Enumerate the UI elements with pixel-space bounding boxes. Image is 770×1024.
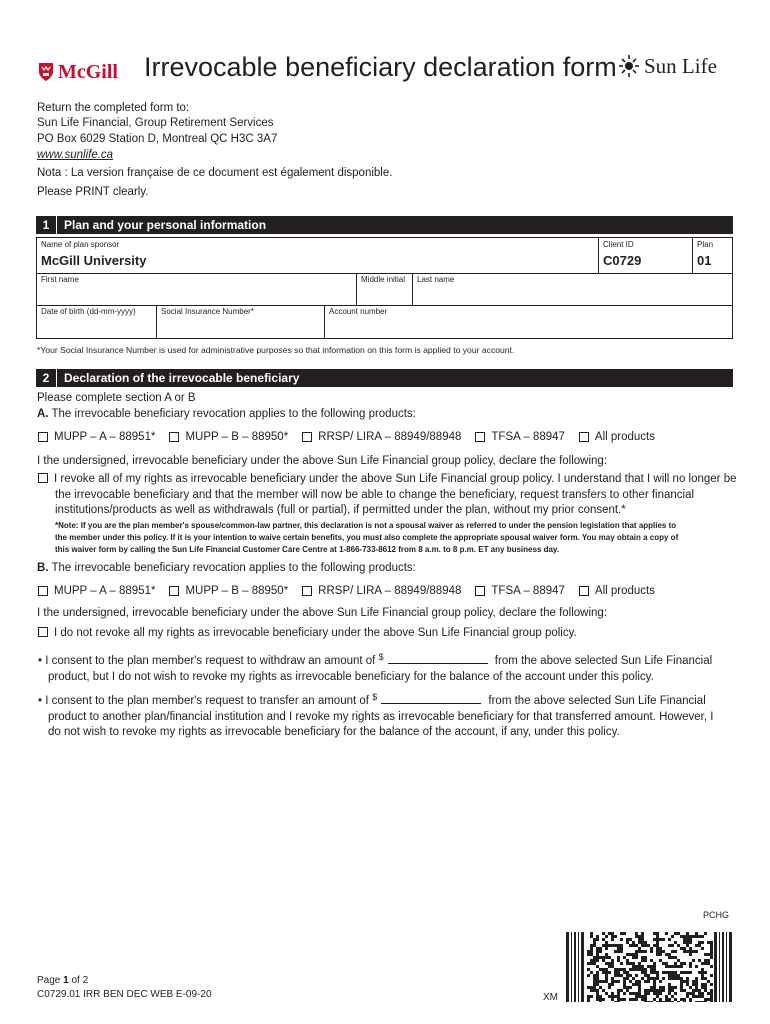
dob-field[interactable] (37, 305, 157, 338)
page-prefix: Page (37, 975, 64, 986)
b-mupp-a-label: MUPP – A – 88951* (54, 585, 156, 597)
b-tfsa-checkbox[interactable] (475, 586, 485, 596)
b-product-mupp-a[interactable] (38, 585, 155, 597)
nota-text: Nota : La version française de ce document est également disponible. (37, 167, 393, 179)
transfer-line-2: product to another plan/financial institution and I revoke my rights as irrevocable beneficiary for that transferred amount. However, I (48, 710, 714, 723)
section-b-heading (37, 561, 416, 576)
a-tfsa-label: TFSA – 88947 (491, 431, 565, 443)
b-all-label: All products (594, 585, 656, 597)
b-product-mupp-b[interactable] (169, 585, 288, 597)
a-declare-text: I the undersigned, irrevocable beneficiary under the above Sun Life Financial group policy, declare the following: (37, 455, 608, 467)
form-title: Irrevocable beneficiary declaration form (144, 52, 617, 82)
page-of: of (68, 975, 83, 986)
bullet-icon: • (38, 655, 46, 667)
b-product-rrsp[interactable] (302, 585, 461, 597)
first-name-label: First name (41, 275, 79, 284)
b-all-checkbox[interactable] (579, 586, 589, 596)
withdraw-block (38, 650, 712, 685)
a-product-tfsa[interactable] (475, 431, 565, 443)
a-all-label: All products (594, 431, 656, 443)
name-row (36, 273, 733, 306)
section-2-header (36, 369, 733, 387)
sponsor-field[interactable] (37, 238, 599, 273)
section-2-instruction: Please complete section A or B (37, 392, 196, 404)
a-mupp-a-checkbox[interactable] (38, 432, 48, 442)
page-total: 2 (82, 975, 89, 986)
a-product-mupp-b[interactable] (169, 431, 288, 443)
section-b-letter: B. (37, 562, 49, 574)
page-number: 1 (63, 975, 69, 986)
withdraw-post: from the above selected Sun Life Financial (494, 655, 713, 667)
transfer-line-3: do not wish to revoke my rights as irrevocable beneficiary for the balance of the account, if any, under this policy. (48, 726, 620, 738)
client-id-field[interactable] (599, 238, 693, 273)
spousal-note (55, 520, 678, 556)
sponsor-value: McGill University (41, 253, 147, 268)
note-line-3: this waiver form by calling the Sun Life Financial Customer Care Centre at 1-866-733-8612 from 8 a.m. to 8 p.m. ET any business day. (55, 545, 560, 554)
plan-field[interactable] (693, 238, 733, 273)
a-revoke-line-3: institutions/products as well as withdrawals (full or partial), if permitted under the plan, without my prior consent.* (55, 504, 626, 516)
b-not-revoke-text: I do not revoke all my rights as irrevocable beneficiary under the above Sun Life Financial group policy. (54, 627, 577, 639)
section-1-title: Plan and your personal information (64, 218, 267, 232)
section-a-heading-text: The irrevocable beneficiary revocation applies to the following products: (51, 408, 416, 420)
transfer-pre: I consent to the plan member's request to transfer an amount of (45, 695, 369, 707)
form-code: C0729.01 IRR BEN DEC WEB E-09-20 (37, 989, 212, 1000)
b-product-all[interactable] (579, 585, 655, 597)
section-1-number: 1 (36, 216, 57, 234)
last-name-field[interactable] (413, 273, 733, 305)
section-a-letter: A. (37, 408, 49, 420)
section-2-number: 2 (36, 369, 57, 387)
mcgill-crest-icon (38, 62, 54, 82)
a-mupp-a-label: MUPP – A – 88951* (54, 431, 156, 443)
sin-footnote: *Your Social Insurance Number is used for administrative purposes so that information on this form is applied to your account. (37, 345, 515, 355)
withdraw-amount-input[interactable] (388, 653, 488, 664)
sunlife-link[interactable]: www.sunlife.ca (37, 149, 114, 161)
a-tfsa-checkbox[interactable] (475, 432, 485, 442)
mcgill-logo-text: McGill (58, 60, 118, 83)
note-line-1: *Note: If you are the plan member's spouse/common-law partner, this declaration is not a spousal waiver as referred to under the pension legislation that applies to (55, 521, 677, 530)
middle-initial-label: Middle initial (361, 275, 406, 284)
transfer-dollar: $ (372, 692, 378, 702)
a-all-checkbox[interactable] (579, 432, 589, 442)
sunlife-logo-text: Sun Life (644, 53, 717, 78)
b-product-tfsa[interactable] (475, 585, 565, 597)
sin-field[interactable] (157, 305, 325, 338)
b-rrsp-label: RRSP/ LIRA – 88949/88948 (318, 585, 462, 597)
barcode-icon (566, 932, 732, 1002)
b-not-revoke-checkbox[interactable] (38, 627, 48, 637)
id-row (36, 305, 733, 339)
b-declare-text: I the undersigned, irrevocable beneficiary under the above Sun Life Financial group policy, declare the following: (37, 607, 608, 619)
dob-label: Date of birth (dd-mm-yyyy) (41, 307, 136, 316)
a-rrsp-checkbox[interactable] (302, 432, 312, 442)
withdraw-dollar: $ (378, 652, 384, 662)
middle-initial-field[interactable] (357, 273, 413, 305)
section-2-title: Declaration of the irrevocable beneficiary (64, 371, 300, 385)
a-revoke-line-2: the irrevocable beneficiary and that the member will now be able to change the beneficiary, request transfers to other financial (55, 488, 695, 501)
return-line-1: Sun Life Financial, Group Retirement Services (37, 117, 274, 129)
account-field[interactable] (325, 305, 733, 338)
a-product-all[interactable] (579, 431, 655, 443)
b-mupp-b-label: MUPP – B – 88950* (185, 585, 289, 597)
last-name-label: Last name (417, 275, 455, 284)
a-revoke-block (38, 472, 738, 519)
a-product-mupp-a[interactable] (38, 431, 155, 443)
a-rrsp-label: RRSP/ LIRA – 88949/88948 (318, 431, 462, 443)
mcgill-logo (38, 60, 118, 84)
withdraw-pre: I consent to the plan member's request to withdraw an amount of (45, 655, 376, 667)
bullet-icon: • (38, 695, 46, 707)
b-mupp-b-checkbox[interactable] (169, 586, 179, 596)
b-tfsa-label: TFSA – 88947 (491, 585, 565, 597)
sunlife-logo (618, 53, 717, 79)
print-instruction: Please PRINT clearly. (37, 186, 149, 198)
section-b-heading-text: The irrevocable beneficiary revocation applies to the following products: (51, 562, 416, 574)
note-line-2: the member under this policy. If it is your intention to waive certain benefits, you must also complete the appropriate spousal waiver form. You may obtain a copy of (55, 533, 679, 542)
sun-icon (618, 53, 640, 79)
transfer-amount-input[interactable] (381, 693, 481, 704)
a-mupp-b-checkbox[interactable] (169, 432, 179, 442)
b-mupp-a-checkbox[interactable] (38, 586, 48, 596)
transfer-block (38, 690, 713, 741)
account-label: Account number (329, 307, 388, 316)
a-revoke-checkbox[interactable] (38, 473, 48, 483)
pchg-code: PCHG (703, 910, 730, 920)
transfer-post: from the above selected Sun Life Financial (488, 695, 706, 707)
a-mupp-b-label: MUPP – B – 88950* (185, 431, 289, 443)
withdraw-line-2: product, but I do not wish to revoke my rights as irrevocable beneficiary for the balance of the account under this policy. (48, 670, 654, 683)
sin-label: Social Insurance Number* (161, 307, 254, 316)
sponsor-row (36, 237, 733, 274)
return-line-2: PO Box 6029 Station D, Montreal QC H3C 3A7 (37, 133, 278, 145)
xm-code: XM (543, 992, 558, 1003)
a-revoke-line-1: I revoke all of my rights as irrevocable beneficiary under the above Sun Life Financial group policy. I understand that I will no longer be (54, 473, 737, 485)
a-product-rrsp[interactable] (302, 431, 461, 443)
sponsor-label: Name of plan sponsor (41, 240, 120, 249)
return-heading: Return the completed form to: (37, 102, 190, 114)
first-name-field[interactable] (37, 273, 357, 305)
section-b-products (38, 585, 669, 597)
section-1-header (36, 216, 733, 234)
section-a-products (38, 431, 669, 443)
plan-value: 01 (697, 253, 712, 268)
plan-label: Plan (697, 240, 714, 249)
client-id-label: Client ID (603, 240, 634, 249)
b-not-revoke-row (38, 626, 577, 641)
b-rrsp-checkbox[interactable] (302, 586, 312, 596)
page-indicator (37, 975, 88, 986)
section-a-heading (37, 407, 416, 422)
client-id-value: C0729 (603, 253, 642, 268)
